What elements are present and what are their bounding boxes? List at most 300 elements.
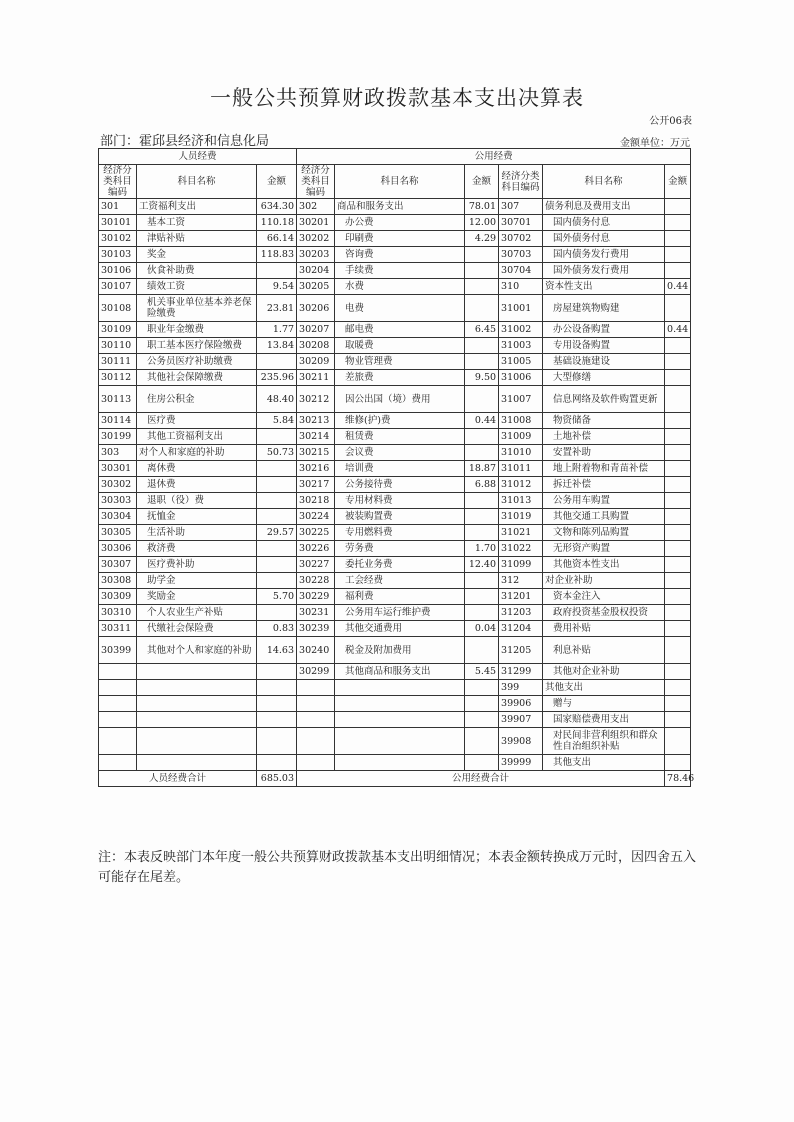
public-name: 会议费 xyxy=(335,445,465,461)
public-name xyxy=(335,728,465,755)
public-name: 工会经费 xyxy=(335,573,465,589)
personnel-amount xyxy=(257,354,297,370)
personnel-code xyxy=(99,755,137,771)
table-row xyxy=(99,247,691,263)
public-name: 委托业务费 xyxy=(335,557,465,573)
totals-row xyxy=(99,771,691,787)
personnel-name: 代缴社会保险费 xyxy=(137,621,257,637)
public-code: 30204 xyxy=(297,263,335,279)
public-name-2: 办公设备购置 xyxy=(543,322,665,338)
public-amount-2 xyxy=(665,354,691,370)
personnel-amount xyxy=(257,573,297,589)
public-amount-2 xyxy=(665,755,691,771)
public-code: 30215 xyxy=(297,445,335,461)
personnel-name: 绩效工资 xyxy=(137,279,257,295)
public-code-2: 30702 xyxy=(499,231,543,247)
personnel-code: 30304 xyxy=(99,509,137,525)
public-code: 30225 xyxy=(297,525,335,541)
personnel-code: 30199 xyxy=(99,429,137,445)
public-name: 邮电费 xyxy=(335,322,465,338)
table-row xyxy=(99,525,691,541)
table-row xyxy=(99,477,691,493)
table-row xyxy=(99,664,691,680)
public-name: 专用材料费 xyxy=(335,493,465,509)
public-code: 30214 xyxy=(297,429,335,445)
personnel-amount xyxy=(257,429,297,445)
public-amount xyxy=(465,493,499,509)
personnel-amount: 14.63 xyxy=(257,637,297,664)
table-row xyxy=(99,557,691,573)
personnel-code: 30306 xyxy=(99,541,137,557)
personnel-code: 30108 xyxy=(99,295,137,322)
public-name: 因公出国（境）费用 xyxy=(335,386,465,413)
table-row xyxy=(99,279,691,295)
personnel-amount: 50.73 xyxy=(257,445,297,461)
department-label: 部门：霍邱县经济和信息化局 xyxy=(100,134,270,149)
public-code: 30209 xyxy=(297,354,335,370)
table-row xyxy=(99,199,691,215)
personnel-amount xyxy=(257,696,297,712)
personnel-code: 30106 xyxy=(99,263,137,279)
public-amount xyxy=(465,605,499,621)
public-code: 30205 xyxy=(297,279,335,295)
public-amount xyxy=(465,338,499,354)
personnel-amount xyxy=(257,728,297,755)
public-code: 30216 xyxy=(297,461,335,477)
public-amount-2 xyxy=(665,589,691,605)
public-total-amount: 78.46 xyxy=(665,771,691,787)
public-amount xyxy=(465,509,499,525)
public-code: 30201 xyxy=(297,215,335,231)
personnel-code: 30301 xyxy=(99,461,137,477)
public-code-2: 399 xyxy=(499,680,543,696)
public-name-2: 无形资产购置 xyxy=(543,541,665,557)
public-name-2: 其他交通工具购置 xyxy=(543,509,665,525)
public-name xyxy=(335,755,465,771)
public-code-2: 30701 xyxy=(499,215,543,231)
public-name-2: 国外债务付息 xyxy=(543,231,665,247)
personnel-name: 奖金 xyxy=(137,247,257,263)
group-header-personnel: 人员经费 xyxy=(99,149,297,165)
public-name: 专用燃料费 xyxy=(335,525,465,541)
personnel-total-amount: 685.03 xyxy=(257,771,297,787)
public-code: 30208 xyxy=(297,338,335,354)
public-code: 30206 xyxy=(297,295,335,322)
public-code-2: 31001 xyxy=(499,295,543,322)
public-name: 被装购置费 xyxy=(335,509,465,525)
public-code: 30212 xyxy=(297,386,335,413)
public-amount xyxy=(465,279,499,295)
public-amount-2 xyxy=(665,728,691,755)
public-amount xyxy=(465,680,499,696)
personnel-code: 30308 xyxy=(99,573,137,589)
personnel-amount xyxy=(257,493,297,509)
personnel-amount: 110.18 xyxy=(257,215,297,231)
public-code-2: 39999 xyxy=(499,755,543,771)
public-name-2: 债务利息及费用支出 xyxy=(543,199,665,215)
public-amount xyxy=(465,247,499,263)
public-name-2: 安置补助 xyxy=(543,445,665,461)
personnel-code: 30112 xyxy=(99,370,137,386)
table-row xyxy=(99,354,691,370)
public-name-2: 拆迁补偿 xyxy=(543,477,665,493)
personnel-amount: 29.57 xyxy=(257,525,297,541)
personnel-amount: 1.77 xyxy=(257,322,297,338)
public-amount xyxy=(465,712,499,728)
public-name-2: 对民间非营利组织和群众性自治组织补贴 xyxy=(543,728,665,755)
public-name-2: 基础设施建设 xyxy=(543,354,665,370)
personnel-amount xyxy=(257,680,297,696)
public-amount-2 xyxy=(665,680,691,696)
public-amount: 6.45 xyxy=(465,322,499,338)
public-amount-2 xyxy=(665,557,691,573)
footnote: 注：本表反映部门本年度一般公共预算财政拨款基本支出明细情况；本表金额转换成万元时，因四舍五入可能存在尾差。 xyxy=(98,850,697,885)
table-row xyxy=(99,605,691,621)
public-amount-2 xyxy=(665,664,691,680)
public-code-2: 31007 xyxy=(499,386,543,413)
public-name-2: 公务用车购置 xyxy=(543,493,665,509)
public-name-2: 资本性支出 xyxy=(543,279,665,295)
public-total-label: 公用经费合计 xyxy=(297,771,665,787)
public-name xyxy=(335,696,465,712)
personnel-name xyxy=(137,728,257,755)
public-amount-2 xyxy=(665,370,691,386)
public-amount-2 xyxy=(665,573,691,589)
table-row xyxy=(99,712,691,728)
personnel-amount: 13.84 xyxy=(257,338,297,354)
public-code-2: 31299 xyxy=(499,664,543,680)
personnel-name: 其他社会保障缴费 xyxy=(137,370,257,386)
personnel-code xyxy=(99,680,137,696)
personnel-amount: 235.96 xyxy=(257,370,297,386)
public-code-2: 31002 xyxy=(499,322,543,338)
public-amount: 0.44 xyxy=(465,413,499,429)
public-code-2: 31019 xyxy=(499,509,543,525)
public-amount xyxy=(465,263,499,279)
personnel-amount xyxy=(257,605,297,621)
public-amount xyxy=(465,573,499,589)
personnel-name: 离休费 xyxy=(137,461,257,477)
group-header-row xyxy=(99,149,691,165)
public-amount xyxy=(465,445,499,461)
personnel-name: 其他对个人和家庭的补助 xyxy=(137,637,257,664)
personnel-name: 助学金 xyxy=(137,573,257,589)
table-row xyxy=(99,231,691,247)
public-code xyxy=(297,755,335,771)
public-name: 培训费 xyxy=(335,461,465,477)
personnel-name xyxy=(137,680,257,696)
public-code-2: 31012 xyxy=(499,477,543,493)
personnel-code xyxy=(99,728,137,755)
group-header-public: 公用经费 xyxy=(297,149,691,165)
public-name: 办公费 xyxy=(335,215,465,231)
public-name: 印刷费 xyxy=(335,231,465,247)
public-name xyxy=(335,712,465,728)
public-code-2: 31021 xyxy=(499,525,543,541)
public-code-2: 31011 xyxy=(499,461,543,477)
public-amount-2 xyxy=(665,621,691,637)
public-name-2: 土地补偿 xyxy=(543,429,665,445)
public-amount-2 xyxy=(665,429,691,445)
table-row xyxy=(99,509,691,525)
public-amount xyxy=(465,728,499,755)
public-code-2: 31009 xyxy=(499,429,543,445)
public-name: 维修(护)费 xyxy=(335,413,465,429)
public-amount xyxy=(465,696,499,712)
public-code-2: 31201 xyxy=(499,589,543,605)
public-code: 30203 xyxy=(297,247,335,263)
public-name-2: 国内债务付息 xyxy=(543,215,665,231)
public-code: 30207 xyxy=(297,322,335,338)
personnel-code xyxy=(99,696,137,712)
personnel-code: 303 xyxy=(99,445,137,461)
public-name-2: 国家赔偿费用支出 xyxy=(543,712,665,728)
personnel-code: 30107 xyxy=(99,279,137,295)
personnel-name xyxy=(137,664,257,680)
unit-label: 金额单位：万元 xyxy=(620,138,690,149)
public-name-2: 专用设备购置 xyxy=(543,338,665,354)
personnel-code: 30111 xyxy=(99,354,137,370)
personnel-name xyxy=(137,755,257,771)
public-code-2: 31013 xyxy=(499,493,543,509)
public-name: 手续费 xyxy=(335,263,465,279)
public-amount xyxy=(465,386,499,413)
personnel-code: 30302 xyxy=(99,477,137,493)
public-code: 30240 xyxy=(297,637,335,664)
table-row xyxy=(99,493,691,509)
public-amount: 18.87 xyxy=(465,461,499,477)
public-name: 物业管理费 xyxy=(335,354,465,370)
table-row xyxy=(99,370,691,386)
public-code-2: 31006 xyxy=(499,370,543,386)
public-code: 30228 xyxy=(297,573,335,589)
public-amount: 4.29 xyxy=(465,231,499,247)
public-name: 取暖费 xyxy=(335,338,465,354)
personnel-amount: 118.83 xyxy=(257,247,297,263)
public-amount-2 xyxy=(665,263,691,279)
public-amount xyxy=(465,589,499,605)
personnel-code: 301 xyxy=(99,199,137,215)
table-row xyxy=(99,461,691,477)
personnel-code: 30399 xyxy=(99,637,137,664)
public-name-2: 房屋建筑物购建 xyxy=(543,295,665,322)
personnel-name: 个人农业生产补贴 xyxy=(137,605,257,621)
personnel-amount xyxy=(257,755,297,771)
public-amount: 5.45 xyxy=(465,664,499,680)
personnel-code xyxy=(99,664,137,680)
personnel-code: 30113 xyxy=(99,386,137,413)
public-amount xyxy=(465,429,499,445)
personnel-total-label: 人员经费合计 xyxy=(99,771,257,787)
table-row xyxy=(99,263,691,279)
table-row xyxy=(99,215,691,231)
table-row xyxy=(99,413,691,429)
personnel-code: 30309 xyxy=(99,589,137,605)
public-name: 其他交通费用 xyxy=(335,621,465,637)
public-amount xyxy=(465,295,499,322)
public-code: 30202 xyxy=(297,231,335,247)
public-code-2: 31003 xyxy=(499,338,543,354)
public-name: 水费 xyxy=(335,279,465,295)
personnel-amount: 5.70 xyxy=(257,589,297,605)
personnel-amount: 66.14 xyxy=(257,231,297,247)
public-code-2: 39906 xyxy=(499,696,543,712)
public-name: 劳务费 xyxy=(335,541,465,557)
public-code: 30213 xyxy=(297,413,335,429)
public-name-2: 文物和陈列品购置 xyxy=(543,525,665,541)
public-code xyxy=(297,696,335,712)
personnel-code: 30310 xyxy=(99,605,137,621)
public-code: 30299 xyxy=(297,664,335,680)
personnel-name: 津贴补贴 xyxy=(137,231,257,247)
personnel-name: 工资福利支出 xyxy=(137,199,257,215)
public-code: 30229 xyxy=(297,589,335,605)
public-code-2: 31205 xyxy=(499,637,543,664)
table-row xyxy=(99,728,691,755)
public-amount-2 xyxy=(665,215,691,231)
public-name: 差旅费 xyxy=(335,370,465,386)
personnel-name: 生活补助 xyxy=(137,525,257,541)
personnel-code: 30311 xyxy=(99,621,137,637)
public-code xyxy=(297,680,335,696)
form-number: 公开06表 xyxy=(649,116,692,127)
personnel-amount: 48.40 xyxy=(257,386,297,413)
public-name-2: 其他资本性支出 xyxy=(543,557,665,573)
table-row xyxy=(99,637,691,664)
personnel-name: 住房公积金 xyxy=(137,386,257,413)
public-code: 302 xyxy=(297,199,335,215)
public-name-2: 地上附着物和青苗补偿 xyxy=(543,461,665,477)
public-name: 商品和服务支出 xyxy=(335,199,465,215)
table-row xyxy=(99,680,691,696)
public-code: 30211 xyxy=(297,370,335,386)
column-header-row xyxy=(99,165,691,199)
public-name: 福利费 xyxy=(335,589,465,605)
personnel-code: 30307 xyxy=(99,557,137,573)
public-amount-2 xyxy=(665,477,691,493)
public-amount: 78.01 xyxy=(465,199,499,215)
personnel-name: 医疗费补助 xyxy=(137,557,257,573)
personnel-name: 伙食补助费 xyxy=(137,263,257,279)
personnel-amount: 0.83 xyxy=(257,621,297,637)
personnel-name: 医疗费 xyxy=(137,413,257,429)
public-amount-2 xyxy=(665,605,691,621)
col-header-amount: 金额 xyxy=(665,165,691,199)
table-row xyxy=(99,386,691,413)
public-name-2: 利息补贴 xyxy=(543,637,665,664)
col-header-amount: 金额 xyxy=(257,165,297,199)
public-amount-2 xyxy=(665,493,691,509)
public-code xyxy=(297,728,335,755)
public-name-2: 信息网络及软件购置更新 xyxy=(543,386,665,413)
public-amount-2 xyxy=(665,445,691,461)
public-code-2: 39908 xyxy=(499,728,543,755)
public-amount-2 xyxy=(665,231,691,247)
public-amount-2 xyxy=(665,525,691,541)
personnel-code: 30101 xyxy=(99,215,137,231)
public-code-2: 31022 xyxy=(499,541,543,557)
personnel-name: 退职（役）费 xyxy=(137,493,257,509)
public-amount: 0.04 xyxy=(465,621,499,637)
table-row xyxy=(99,445,691,461)
public-code-2: 31204 xyxy=(499,621,543,637)
table-row xyxy=(99,589,691,605)
public-name-2: 大型修缮 xyxy=(543,370,665,386)
public-name xyxy=(335,680,465,696)
public-amount: 12.40 xyxy=(465,557,499,573)
public-name-2: 国外债务发行费用 xyxy=(543,263,665,279)
public-amount: 6.88 xyxy=(465,477,499,493)
public-amount-2 xyxy=(665,247,691,263)
public-name-2: 其他支出 xyxy=(543,680,665,696)
public-amount xyxy=(465,755,499,771)
public-amount-2 xyxy=(665,712,691,728)
public-name-2: 国内债务发行费用 xyxy=(543,247,665,263)
public-amount: 12.00 xyxy=(465,215,499,231)
public-amount-2 xyxy=(665,509,691,525)
public-code: 30218 xyxy=(297,493,335,509)
public-amount xyxy=(465,525,499,541)
public-name: 电费 xyxy=(335,295,465,322)
personnel-name xyxy=(137,696,257,712)
col-header-code: 经济分类科目编码 xyxy=(99,165,137,199)
public-code-2: 30703 xyxy=(499,247,543,263)
public-amount-2 xyxy=(665,338,691,354)
public-amount-2 xyxy=(665,199,691,215)
personnel-amount xyxy=(257,541,297,557)
personnel-amount xyxy=(257,557,297,573)
public-amount: 1.70 xyxy=(465,541,499,557)
personnel-amount xyxy=(257,664,297,680)
public-name-2: 物资储备 xyxy=(543,413,665,429)
public-code: 30231 xyxy=(297,605,335,621)
personnel-amount: 23.81 xyxy=(257,295,297,322)
public-code-2: 39907 xyxy=(499,712,543,728)
public-name-2: 费用补贴 xyxy=(543,621,665,637)
personnel-name: 退休费 xyxy=(137,477,257,493)
col-header-name: 科目名称 xyxy=(335,165,465,199)
table-row xyxy=(99,295,691,322)
public-code: 30217 xyxy=(297,477,335,493)
public-code-2: 312 xyxy=(499,573,543,589)
personnel-code: 30109 xyxy=(99,322,137,338)
personnel-code: 30103 xyxy=(99,247,137,263)
personnel-name xyxy=(137,712,257,728)
public-name: 咨询费 xyxy=(335,247,465,263)
public-name-2: 其他支出 xyxy=(543,755,665,771)
table-row xyxy=(99,322,691,338)
col-header-name: 科目名称 xyxy=(137,165,257,199)
public-code-2: 31203 xyxy=(499,605,543,621)
public-code-2: 31099 xyxy=(499,557,543,573)
personnel-amount: 9.54 xyxy=(257,279,297,295)
personnel-name: 其他工资福利支出 xyxy=(137,429,257,445)
personnel-amount: 634.30 xyxy=(257,199,297,215)
personnel-amount xyxy=(257,263,297,279)
public-name: 租赁费 xyxy=(335,429,465,445)
personnel-code: 30102 xyxy=(99,231,137,247)
public-amount-2: 0.44 xyxy=(665,322,691,338)
public-name-2: 对企业补助 xyxy=(543,573,665,589)
personnel-name: 职工基本医疗保险缴费 xyxy=(137,338,257,354)
personnel-amount xyxy=(257,509,297,525)
personnel-name: 机关事业单位基本养老保险缴费 xyxy=(137,295,257,322)
public-amount-2 xyxy=(665,637,691,664)
personnel-code: 30305 xyxy=(99,525,137,541)
table-row xyxy=(99,338,691,354)
personnel-name: 奖励金 xyxy=(137,589,257,605)
personnel-code: 30114 xyxy=(99,413,137,429)
